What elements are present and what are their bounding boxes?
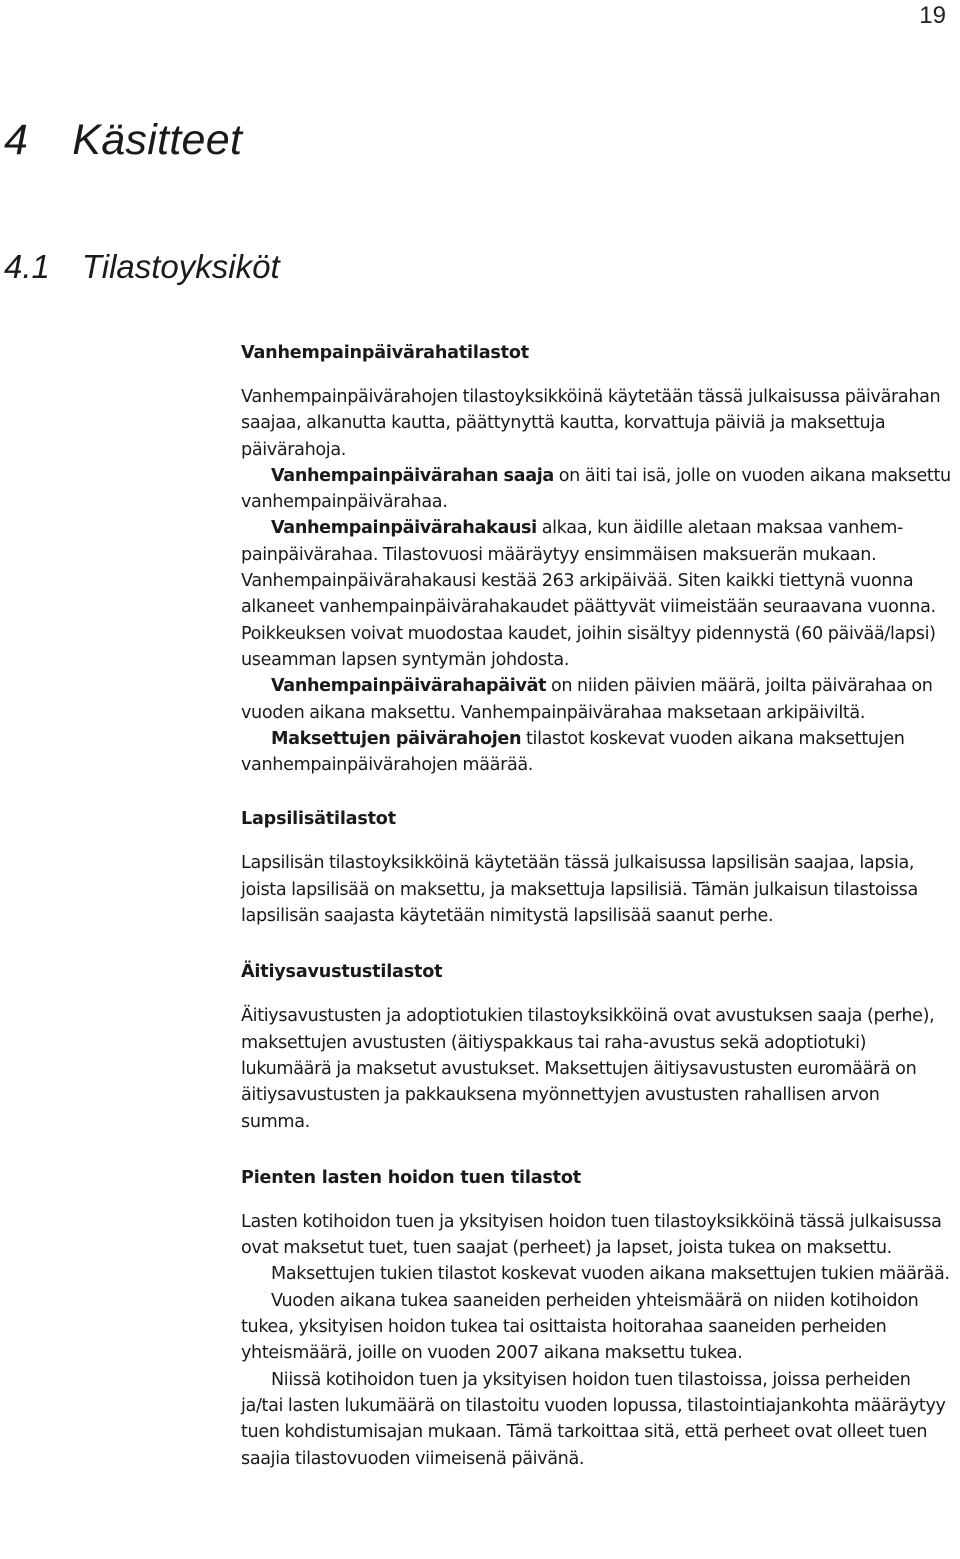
chapter-number: 4 bbox=[4, 116, 29, 164]
definition-text: on äiti tai isä, jolle on vuoden aikana maksettu vanhempainpäivärahaa. bbox=[241, 465, 951, 513]
chapter-heading bbox=[4, 116, 242, 165]
section-pienten-lasten-hoito bbox=[241, 1165, 953, 1472]
paragraph: Äitiysavustusten ja adoptiotukien tilastoyksikköinä ovat avustuksen saaja (perhe), maksettujen avustusten (äitiyspakkaus tai raha-avustus sekä adoptiotuki) lukumäärä ja maksetut avustukset. Maksettujen äitiysavustusten euromäärä on äitiysavustusten ja pakkauksena myönnettyjen avustusten rahallisen arvon summa. bbox=[241, 1006, 935, 1132]
section-aitiysavustus bbox=[241, 959, 953, 1134]
definition-text: alkaa, kun äidille aletaan maksaa vanhempainpäivärahaa. Tilastovuosi määräytyy ensimmäisen maksuerän mukaan. Vanhempainpäivärahakausi kestää 263 arkipäivää. Siten kaikki tiettynä vuonna alkaneet vanhempainpäivärahakaudet päättyvät viimeistään seuraavana vuonna. Poikkeuksen voivat muodostaa kaudet, joihin sisältyy pidennystä (60 päivää/lapsi) useamman lapsen syntymän johdosta. bbox=[241, 518, 936, 670]
term: Vanhempainpäivärahapäivät bbox=[271, 676, 547, 697]
paragraph: Maksettujen tukien tilastot koskevat vuoden aikana maksettujen tukien määrää. bbox=[271, 1264, 950, 1285]
term: Vanhempainpäivärahan saaja bbox=[271, 465, 554, 486]
subheading-lapsilisa: Lapsilisätilastot bbox=[241, 809, 396, 830]
paragraph: Niissä kotihoidon tuen ja yksityisen hoidon tuen tilastoissa, joissa perheiden ja/tai lasten lukumäärä on tilastoitu vuoden lopussa, tilastointiajankohta määräytyy tuen kohdistumisajan mukaan. Tämä tarkoittaa sitä, että perheet ovat olleet tuen saajia tilastovuoden viimeisenä päivänä. bbox=[241, 1369, 946, 1469]
section-vanhempainpaivaraha bbox=[241, 340, 953, 778]
subheading-aitiysavustus: Äitiysavustustilastot bbox=[241, 962, 443, 983]
term: Vanhempainpäivärahakausi bbox=[271, 518, 537, 539]
subheading-pienten-lasten-hoito: Pienten lasten hoidon tuen tilastot bbox=[241, 1167, 581, 1188]
paragraph: Lasten kotihoidon tuen ja yksityisen hoidon tuen tilastoyksikköinä tässä julkaisussa ovat maksetut tuet, tuen saajat (perheet) ja lapset, joista tukea on maksettu. bbox=[241, 1211, 942, 1259]
section-heading bbox=[4, 248, 280, 286]
term: Maksettujen päivärahojen bbox=[271, 728, 522, 749]
definition-text: on niiden päivien määrä, joilta päivärahaa on vuoden aikana maksettu. Vanhempainpäivärahaa maksetaan arkipäiviltä. bbox=[241, 676, 933, 723]
paragraph bbox=[241, 726, 953, 779]
section-number: 4.1 bbox=[4, 248, 50, 285]
section-lapsilisa bbox=[241, 806, 953, 929]
chapter-title: Käsitteet bbox=[72, 116, 243, 164]
paragraph bbox=[241, 515, 953, 673]
paragraph: Lapsilisän tilastoyksikköinä käytetään tässä julkaisussa lapsilisän saajaa, lapsia, joista lapsilisää on maksettu, ja maksettuja lapsilisiä. Tämän julkaisun tilastoissa lapsilisän saajasta käytetään nimitystä lapsilisää saanut perhe. bbox=[241, 853, 918, 927]
paragraph bbox=[241, 463, 953, 516]
page-content bbox=[241, 340, 953, 1472]
subheading-vanhempainpaivaraha: Vanhempainpäivärahatilastot bbox=[241, 343, 529, 363]
paragraph: Vuoden aikana tukea saaneiden perheiden yhteismäärä on niiden kotihoidon tukea, yksityisen hoidon tukea tai osittaista hoitorahaa saaneiden perheiden yhteismäärä, joille on vuoden 2007 aikana maksettu tukea. bbox=[241, 1290, 919, 1364]
page-number: 19 bbox=[919, 2, 946, 29]
section-title: Tilastoyksiköt bbox=[81, 248, 280, 285]
paragraph: Vanhempainpäivärahojen tilastoyksikköinä käytetään tässä julkaisussa päivärahan saajaa, alkanutta kautta, päättynyttä kautta, korvattuja päiviä ja maksettuja päivärahoja. bbox=[241, 387, 941, 460]
definition-text: tilastot koskevat vuoden aikana maksettujen vanhempainpäivärahojen määrää. bbox=[241, 728, 905, 776]
paragraph bbox=[241, 673, 953, 726]
